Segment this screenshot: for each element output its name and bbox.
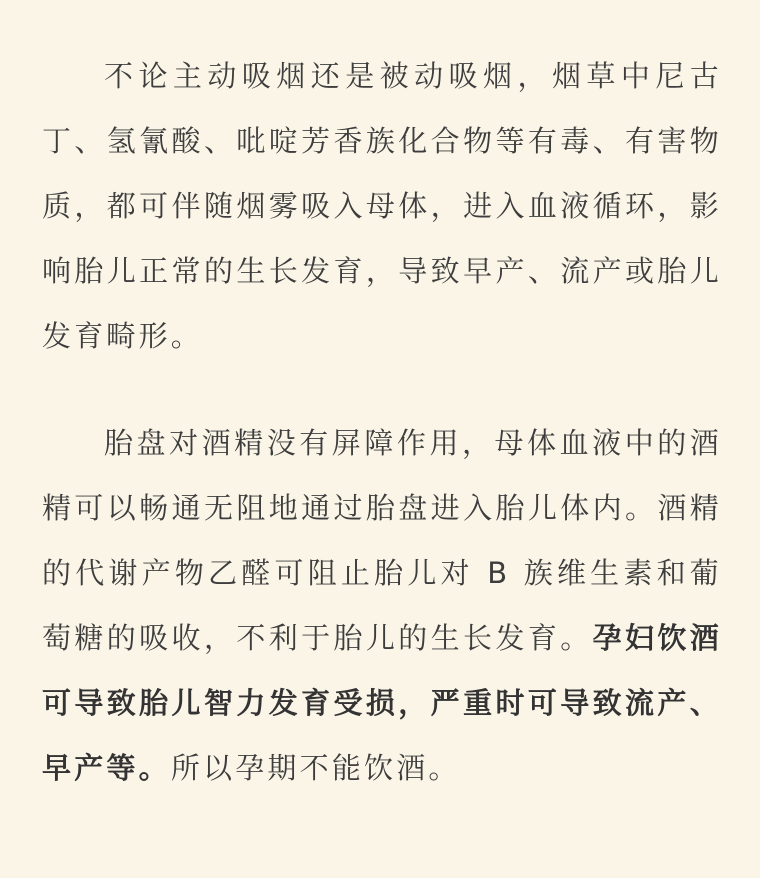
paragraph-alcohol-conclusion: 所以孕期不能饮酒。	[170, 751, 461, 785]
paragraph-smoking: 不论主动吸烟还是被动吸烟，烟草中尼古丁、氢氰酸、吡啶芳香族化合物等有毒、有害物质，都可伴随烟雾吸入母体，进入血液循环，影响胎儿正常的生长发育，导致早产、流产或胎儿发育畸形。	[42, 59, 722, 353]
article-body	[42, 44, 722, 801]
paragraph-alcohol-intro: 胎盘对酒精没有屏障作用，母体血液中的酒精可以畅通无阻地通过胎盘进入胎儿体内。酒精的代谢产物乙醛可阻止胎儿对 B 族维生素和葡萄糖的吸收，不利于胎儿的生长发育。	[42, 426, 722, 655]
paragraph-alcohol-warning: 孕妇饮酒可导致胎儿智力发育受损，严重时可导致流产、早产等。	[42, 621, 722, 785]
paragraph-alcohol	[42, 411, 722, 801]
